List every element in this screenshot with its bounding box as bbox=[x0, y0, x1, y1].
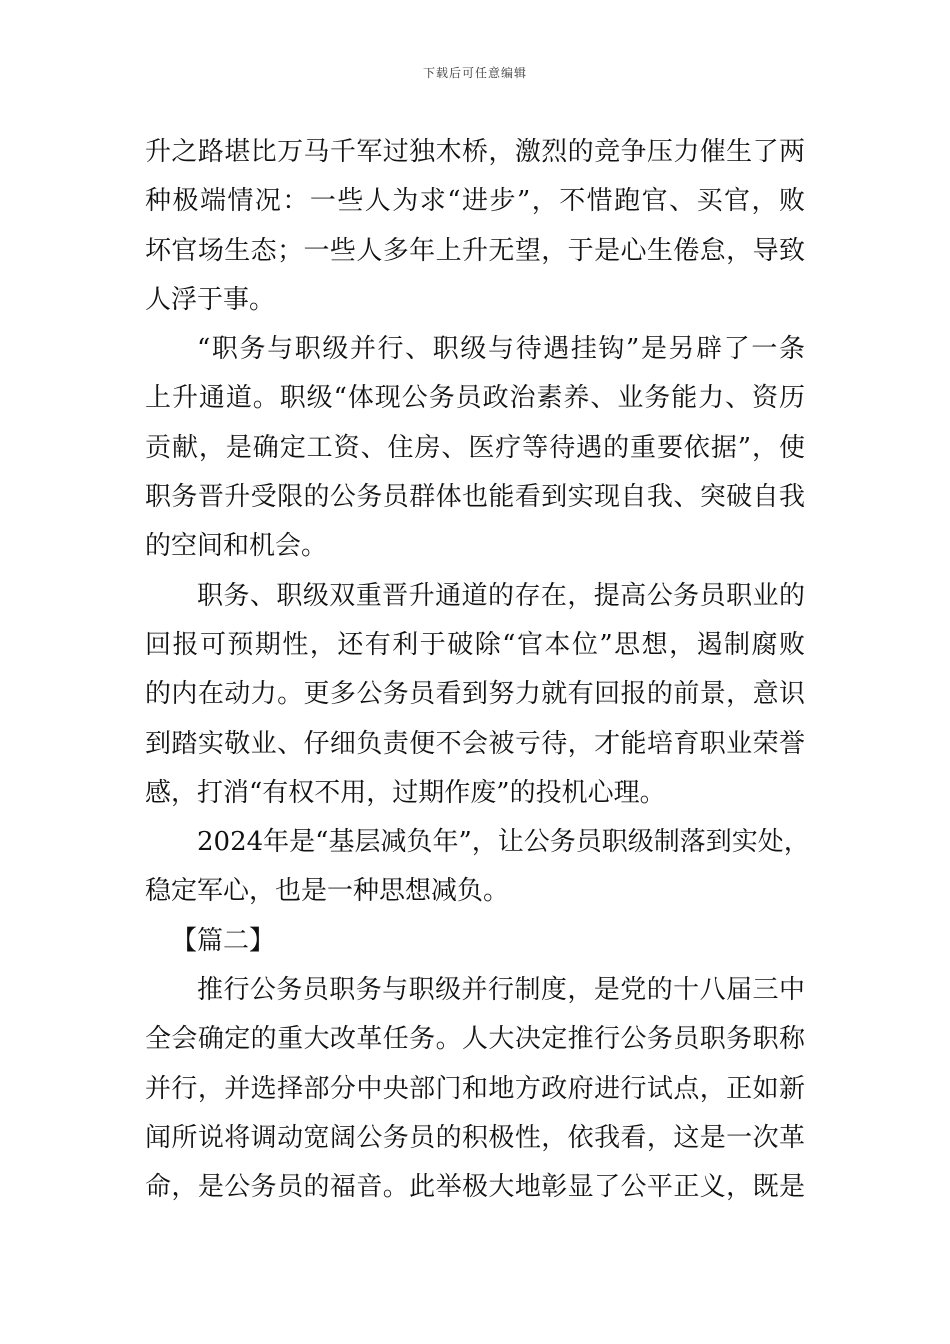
text-line: 坏官场生态；一些人多年上升无望，于是心生倦怠，导致 bbox=[145, 235, 805, 266]
text-line: 上升通道。职级“体现公务员政治素养、业务能力、资历 bbox=[145, 383, 805, 414]
text-line: 2024年是“基层减负年”，让公务员职级制落到实处， bbox=[197, 827, 810, 858]
text-line: 并行，并选择部分中央部门和地方政府进行试点，正如新 bbox=[145, 1073, 805, 1104]
text-line: 全会确定的重大改革任务。人大决定推行公务员职务职称 bbox=[145, 1024, 805, 1055]
text-line: 闻所说将调动宽阔公务员的积极性，依我看，这是一次革 bbox=[145, 1122, 805, 1153]
document-body bbox=[145, 128, 810, 1213]
text-line: 感，打消“有权不用，过期作废”的投机心理。 bbox=[145, 777, 666, 808]
text-line: 命，是公务员的福音。此举极大地彰显了公平正义，既是 bbox=[145, 1172, 805, 1203]
text-line: 职务晋升受限的公务员群体也能看到实现自我、突破自我 bbox=[145, 482, 805, 513]
text-line: 稳定军心，也是一种思想减负。 bbox=[145, 876, 510, 907]
text-line: 贡献，是确定工资、住房、医疗等待遇的重要依据”，使 bbox=[145, 432, 805, 463]
paragraph bbox=[145, 325, 805, 571]
text-line: 职务、职级双重晋升通道的存在，提高公务员职业的 bbox=[197, 580, 805, 611]
text-line: “职务与职级并行、职级与待遇挂钩”是另辟了一条 bbox=[197, 334, 805, 365]
paragraph bbox=[145, 966, 805, 1212]
section-heading bbox=[145, 917, 805, 966]
text-line: 的内在动力。更多公务员看到努力就有回报的前景，意识 bbox=[145, 679, 805, 710]
text-line: 的空间和机会。 bbox=[145, 531, 328, 562]
page-header-note: 下载后可任意编辑 bbox=[422, 66, 527, 80]
paragraph bbox=[145, 818, 810, 917]
text-line: 种极端情况：一些人为求“进步”，不惜跑官、买官，败 bbox=[145, 186, 805, 217]
text-line: 推行公务员职务与职级并行制度，是党的十八届三中 bbox=[197, 975, 805, 1006]
text-line: 回报可预期性，还有利于破除“官本位”思想，遏制腐败 bbox=[145, 629, 805, 660]
paragraph bbox=[145, 572, 805, 818]
section-heading-text: 【篇二】 bbox=[171, 925, 276, 956]
text-line: 升之路堪比万马千军过独木桥，激烈的竞争压力催生了两 bbox=[145, 137, 805, 167]
text-line: 到踏实敬业、仔细负责便不会被亏待，才能培育职业荣誉 bbox=[145, 728, 805, 759]
text-line: 人浮于事。 bbox=[145, 284, 276, 315]
paragraph bbox=[145, 128, 805, 325]
